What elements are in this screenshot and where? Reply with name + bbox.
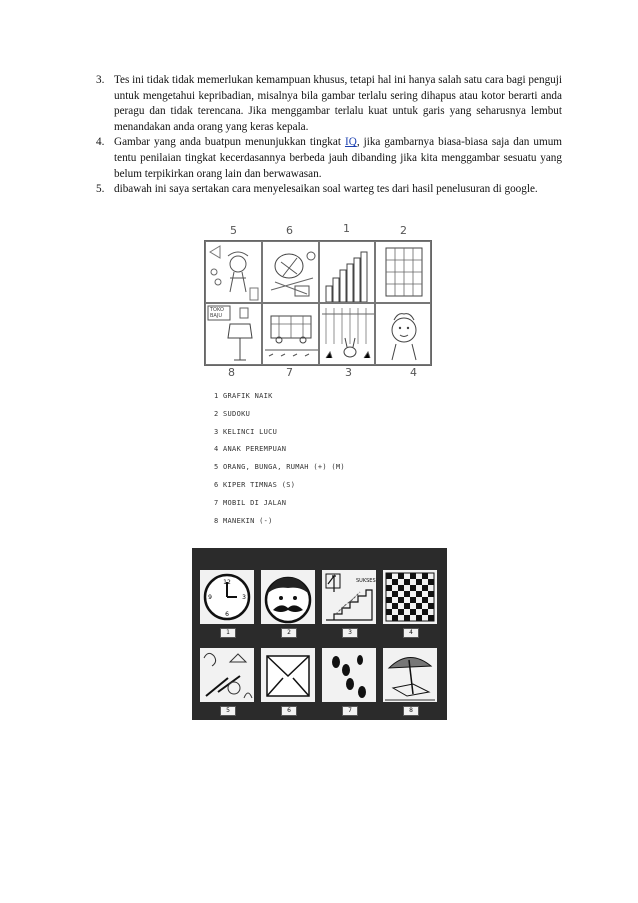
list-number: 3.	[96, 74, 105, 86]
iq-link[interactable]: IQ	[345, 136, 357, 149]
checker-square	[428, 579, 434, 585]
sketch-grid	[204, 240, 432, 366]
numbered-list	[96, 73, 562, 198]
tile-clock	[200, 570, 254, 624]
checker-square	[386, 597, 392, 603]
checker-square	[392, 615, 398, 621]
tile-number-5: 5	[220, 706, 236, 716]
tile-garden-scene	[200, 648, 254, 702]
checker-square	[410, 573, 416, 579]
checker-square	[416, 579, 422, 585]
sketch-label-bottom-2: 7	[286, 366, 293, 379]
handwritten-line: 7 MOBIL DI JALAN	[214, 498, 287, 507]
checker-square	[398, 609, 404, 615]
tile-number-2: 2	[281, 628, 297, 638]
sketch-drawing-image	[200, 224, 434, 382]
handwritten-line: 5 ORANG, BUNGA, RUMAH (+) (M)	[214, 463, 345, 472]
checker-square	[410, 585, 416, 591]
sketch-cell-bar-graph	[319, 241, 375, 303]
tile3-label: SUKSES	[356, 578, 376, 584]
list-number: 5.	[96, 183, 105, 196]
sketch-cell-girl	[375, 303, 431, 365]
tile-footprints	[322, 648, 376, 702]
checker-square	[428, 615, 434, 621]
tile-checkerboard	[383, 570, 437, 624]
tile-number-6: 6	[281, 706, 297, 716]
handwritten-line: 2 SUDOKU	[214, 409, 251, 418]
tile-number-8: 8	[403, 706, 419, 716]
sketch-cell-sudoku	[375, 241, 431, 303]
checker-square	[422, 573, 428, 579]
tile-number-3: 3	[342, 628, 358, 638]
list-number: 4.	[96, 136, 105, 149]
tile-mustache-face	[261, 570, 315, 624]
sketch-label-bottom-1: 8	[228, 366, 235, 379]
checker-square	[422, 597, 428, 603]
sketch-cell-mannequin	[205, 303, 262, 365]
tile-number-7: 7	[342, 706, 358, 716]
checker-square	[392, 591, 398, 597]
wartegg-boxes-photo	[192, 548, 447, 720]
checker-square	[398, 573, 404, 579]
checker-square	[422, 609, 428, 615]
list-text: dibawah ini saya sertakan cara menyelesaikan soal warteg tes dari hasil penelusuran di google.	[114, 183, 538, 196]
list-item-4	[96, 135, 562, 182]
handwritten-line: 4 ANAK PEREMPUAN	[214, 445, 287, 454]
handwritten-line: 1 GRAFIK NAIK	[214, 392, 273, 400]
checker-square	[386, 573, 392, 579]
checker-square	[416, 615, 422, 621]
checker-square	[428, 603, 434, 609]
handwritten-line: 3 KELINCI LUCU	[214, 427, 278, 436]
sketch-cell-car-road	[262, 303, 319, 365]
checker-square	[404, 615, 410, 621]
sketch-label-top-2: 6	[286, 224, 293, 237]
sketch-cell-person-flowers	[205, 241, 262, 303]
checker-square	[410, 609, 416, 615]
handwritten-line: 6 KIPER TIMNAS (S)	[214, 480, 296, 489]
clock-numeral-9: 9	[208, 594, 212, 601]
checker-square	[404, 603, 410, 609]
list-text-after-link: , jika gambarnya biasa-biasa saja dan umum tentu penilaian tingkat kecerdasannya berbeda jauh dibanding jika kita menggambar sesuatu yang belum terpikirkan orang lain dan berwawasan.	[114, 136, 562, 180]
sketch-cell-rabbit	[319, 303, 375, 365]
sketch-cell-goalkeeper	[262, 241, 319, 303]
tile-beach-umbrella	[383, 648, 437, 702]
checker-square	[386, 585, 392, 591]
clock-numeral-3: 3	[242, 594, 246, 601]
checker-square	[398, 585, 404, 591]
tile-number-4: 4	[403, 628, 419, 638]
handwritten-line: 8 MANEKIN (-)	[214, 516, 273, 525]
checker-square	[416, 603, 422, 609]
sketch-label-bottom-3: 3	[345, 366, 352, 379]
sketch-label-bottom-4: 4	[410, 366, 417, 379]
checker-square	[410, 597, 416, 603]
checker-square	[392, 579, 398, 585]
clock-numeral-12: 12	[223, 579, 231, 586]
list-text-before-link: Gambar yang anda buatpun menunjukkan tingkat	[114, 136, 345, 149]
checker-square	[404, 579, 410, 585]
sketch-store-sign: TOKO BAJU	[210, 307, 224, 319]
checker-square	[428, 591, 434, 597]
checker-square	[416, 591, 422, 597]
list-item-3	[96, 73, 562, 135]
clock-numeral-6: 6	[225, 611, 229, 618]
checker-square	[398, 597, 404, 603]
checker-square	[422, 585, 428, 591]
sketch-label-top-3: 1	[343, 222, 350, 235]
sketch-label-top-4: 2	[400, 224, 407, 237]
handwritten-answer-list	[214, 388, 345, 530]
tile-success-stairs	[322, 570, 376, 624]
sketch-label-top-1: 5	[230, 224, 237, 237]
checker-square	[392, 603, 398, 609]
list-item-5	[96, 182, 562, 198]
list-text: Tes ini tidak tidak memerlukan kemampuan khusus, tetapi hal ini hanya salah satu cara bagi penguji untuk mengetahui kepribadian, misalnya bila gambar terlalu sering dihapus atau kotor berarti anda peragu dan tidak terencana. Jika menggambar terlalu kuat untuk garis yang seharusnya lembut menandakan anda orang yang keras kepala.	[114, 74, 562, 133]
checker-square	[404, 591, 410, 597]
tile-envelope	[261, 648, 315, 702]
tile-number-1: 1	[220, 628, 236, 638]
checker-square	[386, 609, 392, 615]
